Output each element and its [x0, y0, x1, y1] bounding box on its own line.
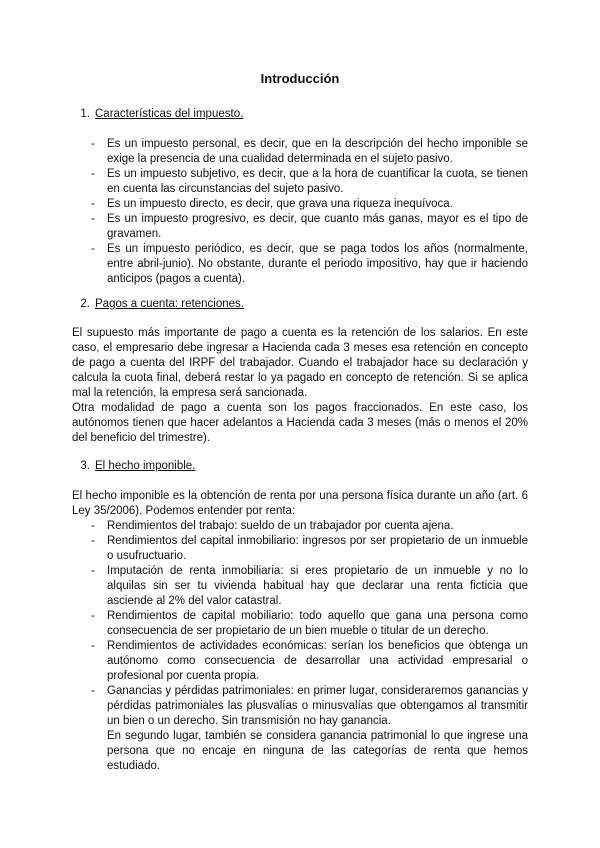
- section-3-body: [72, 489, 528, 774]
- list-item: - Imputación de renta inmobiliaria: si eres propietario de un inmueble y no lo alquilas sin ser tu vivienda habitual hay que declarar una renta ficticia que asciende al 2% del valor catastral.: [72, 564, 528, 609]
- list-item: - Es un impuesto progresivo, es decir, que cuanto más ganas, mayor es el tipo de gravamen.: [72, 212, 528, 242]
- list-item: - Es un impuesto personal, es decir, que en la descripción del hecho imponible se exige la presencia de una cualidad determinada en el sujeto pasivo.: [72, 137, 528, 167]
- list-item: - Rendimientos de capital mobiliario: todo aquello que gana una persona como consecuencia de ser propietario de un bien mueble o titular de un derecho.: [72, 609, 528, 639]
- paragraph: Otra modalidad de pago a cuenta son los pagos fraccionados. En este caso, los autónomos tienen que hacer adelantos a Hacienda cada 3 meses (más o menos el 20% del beneficio del trimestre).: [72, 402, 528, 444]
- paragraph: El hecho imponible es la obtención de renta por una persona física durante un año (art. 6 Ley 35/2006). Podemos entender por renta:: [72, 490, 528, 517]
- list-item-text: - Ganancias y pérdidas patrimoniales: en primer lugar, consideraremos ganancias y pérdidas patrimoniales las plusvalías o minusvalías que obtengamos al transmitir un bien o un derecho. Sin transmisión no hay ganancia.: [107, 685, 528, 727]
- section-title: Pagos a cuenta: retenciones.: [95, 298, 244, 310]
- section-2-body: [72, 326, 528, 446]
- section-1-heading: [72, 107, 528, 122]
- paragraph: El supuesto más importante de pago a cuenta es la retención de los salarios. En este caso, el empresario debe ingresar a Hacienda cada 3 meses esa retención en concepto de pago a cuenta del IRPF del trabajador. Cuando el trabajador hace su declaración y calcula la cuota final, deberá restar lo ya pagado en concepto de retención. Si se aplica mal la retención, la empresa será sancionada.: [72, 327, 528, 399]
- section-number: 1.: [80, 108, 90, 120]
- section-1-list: [72, 137, 528, 287]
- list-item-continuation: En segundo lugar, también se considera ganancia patrimonial lo que ingrese una persona que no encaje en ninguna de las categorías de renta que hemos estudiado.: [107, 730, 528, 772]
- list-item: - Rendimientos del capital inmobiliario: ingresos por ser propietario de un inmueble o usufructuario.: [72, 534, 528, 564]
- section-2-heading: [72, 297, 528, 312]
- section-number: 2.: [80, 298, 90, 310]
- list-item: - Es un impuesto periódico, es decir, que se paga todos los años (normalmente, entre abril-junio). No obstante, durante el periodo impositivo, hay que ir haciendo anticipos (pagos a cuenta).: [72, 242, 528, 287]
- section-3-heading: [72, 459, 528, 474]
- page-title: Introducción: [260, 71, 340, 86]
- list-item: - Es un impuesto subjetivo, es decir, que a la hora de cuantificar la cuota, se tienen en cuenta las circunstancias del sujeto pasivo.: [72, 167, 528, 197]
- list-item: - Rendimientos del trabajo: sueldo de un trabajador por cuenta ajena.: [72, 519, 528, 534]
- list-item: - Es un impuesto directo, es decir, que grava una riqueza inequívoca.: [72, 197, 528, 212]
- section-number: 3.: [80, 460, 90, 472]
- section-title: El hecho imponible.: [95, 460, 196, 472]
- section-title: Características del impuesto.: [95, 108, 244, 120]
- list-item: [72, 684, 528, 774]
- list-item: - Rendimientos de actividades económicas: serían los beneficios que obtenga un autónomo como consecuencia de desarrollar una actividad empresarial o profesional por cuenta propia.: [72, 639, 528, 684]
